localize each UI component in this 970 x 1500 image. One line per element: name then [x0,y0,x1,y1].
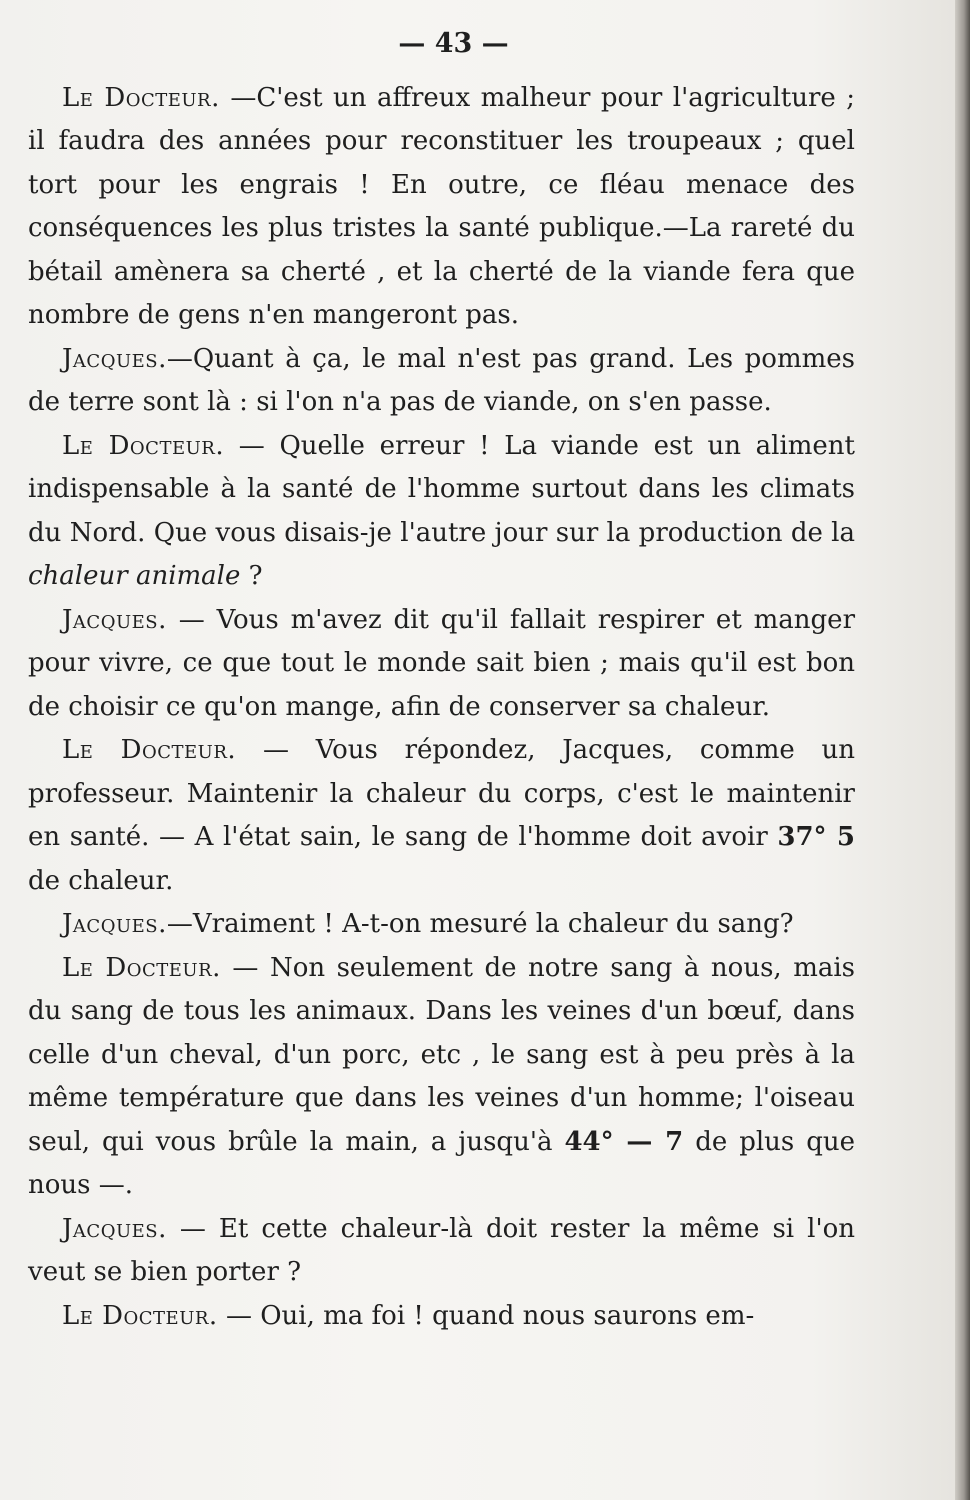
speaker-name: Jacques. [62,604,167,635]
speaker-name: Le Docteur. [62,430,225,461]
dash-separator: — [236,735,316,765]
dash-separator: — [166,909,193,939]
dialogue-text: Quant à ça, le mal n'est pas grand. Les pommes de terre sont là : si l'on n'a pas de viande, on s'en passe. [28,343,855,417]
paragraph-1 [28,77,855,338]
speaker-name: Le Docteur. [62,1300,218,1331]
dialogue-text: Vraiment ! A-t-on mesuré la chaleur du sang? [192,909,794,939]
speaker-name: Jacques. [62,1213,167,1244]
page-text [28,22,855,1338]
paragraph-5 [28,729,855,903]
dialogue-text: Vous m'avez dit qu'il fallait respirer et manger pour vivre, ce que tout le monde sait bien ; mais qu'il est bon de choisir ce qu'on mange, afin de conserver sa chaleur. [28,604,855,722]
dash-separator: — [224,430,280,461]
dialogue-text: Vous répondez, Jacques, comme un professeur. Maintenir la chaleur du corps, c'est le maintenir en santé. — A l'état sain, le sang de l'homme doit avoir [28,735,856,852]
dialogue-text: Oui, ma foi ! quand nous saurons em- [260,1300,755,1331]
paragraph-2 [28,338,855,425]
speaker-name: Jacques. [62,909,167,939]
dialogue-text: Et cette chaleur-là doit rester la même si l'on veut se bien porter ? [28,1213,855,1287]
dash-separator: — [166,604,217,635]
speaker-name: Le Docteur. [62,82,220,113]
paragraph-7 [28,947,855,1208]
dialogue-text: Quelle erreur ! La viande est un aliment indispensable à la santé de l'homme surtout dans les climats du Nord. Que vous disais-je l'autre jour sur la production de la [28,430,855,548]
paragraph-6 [28,903,855,947]
dialogue-text-end: ? [240,561,263,591]
dialogue-text: Non seulement de notre sang à nous, mais du sang de tous les animaux. Dans les veines d'un bœuf, dans celle d'un cheval, d'un porc, etc , le sang est à peu près à la même température que dans les veines d'un homme; l'oiseau seul, qui vous brûle la main, a jusqu'à [28,952,856,1157]
dash-separator: — [220,952,270,983]
book-edge [955,0,970,1500]
dialogue-text-end: de plus que nous —. [28,1126,855,1200]
dash-separator: — [217,1300,261,1331]
paragraph-4 [28,599,855,730]
paragraph-9 [28,1295,855,1339]
dash-separator: — [166,1213,219,1244]
dialogue-text-end: de chaleur. [28,865,174,896]
dash-separator: — [166,343,193,374]
dialogue-text: C'est un affreux malheur pour l'agriculture ; il faudra des années pour reconstituer les troupeaux ; quel tort pour les engrais ! En outre, ce fléau menace des conséquences les plus tristes la santé publique.—La rareté du bétail amènera sa cherté , et la cherté de la viande fera que nombre de gens n'en mangeront pas. [28,82,855,330]
paragraph-3 [28,425,855,599]
italic-term: chaleur animale [28,561,241,591]
dash-separator: — [219,82,257,113]
temperature-value: 37° 5 [777,822,856,852]
speaker-name: Le Docteur. [62,735,237,765]
page-number: — 43 — [398,28,509,59]
speaker-name: Le Docteur. [62,952,221,983]
paragraph-8 [28,1208,855,1295]
speaker-name: Jacques. [62,343,167,374]
temperature-value: 44° — 7 [564,1126,684,1157]
